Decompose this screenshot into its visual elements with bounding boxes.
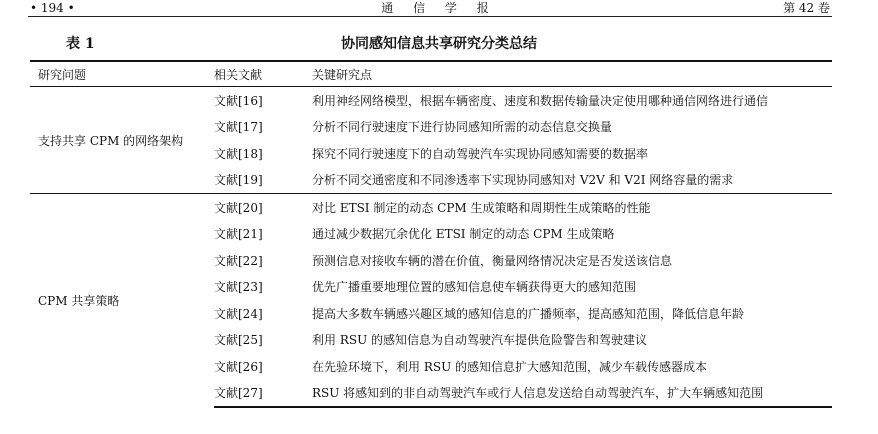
header-key-points: 关键研究点 — [312, 61, 832, 87]
ref-cell: 文献[23] — [214, 280, 263, 295]
ref-cell: 文献[22] — [214, 253, 263, 268]
point-cell: 利用神经网络模型，根据车辆密度、速度和数据传输量决定使用哪种通信网络进行通信 — [312, 87, 832, 114]
ref-cell: 文献[21] — [214, 227, 263, 242]
ref-cell: 文献[18] — [214, 146, 263, 161]
table-caption — [0, 32, 878, 56]
table-number: 表 1 — [66, 36, 95, 52]
point-cell: 分析不同行驶速度下进行协同感知所需的动态信息交换量 — [312, 120, 613, 135]
ref-cell: 文献[17] — [214, 120, 263, 135]
research-summary-table — [30, 60, 832, 408]
ref-cell: 文献[16] — [214, 87, 312, 114]
ref-cell: 文献[25] — [214, 333, 263, 348]
point-cell: 利用 RSU 的感知信息为自动驾驶汽车提供危险警告和驾驶建议 — [312, 333, 648, 348]
header-references: 相关文献 — [214, 61, 312, 87]
ref-cell: 文献[24] — [214, 306, 263, 321]
volume-number: 第 42 卷 — [783, 1, 830, 15]
ref-cell: 文献[26] — [214, 359, 263, 374]
table-header-row — [30, 61, 832, 87]
page-number: • 194 • — [30, 1, 75, 15]
table-row — [30, 194, 832, 221]
point-cell: 预测信息对接收车辆的潜在价值，衡量网络情况决定是否发送该信息 — [312, 253, 673, 268]
ref-cell: 文献[19] — [214, 173, 263, 188]
ref-cell: 文献[20] — [214, 194, 312, 221]
point-cell: 对比 ETSI 制定的动态 CPM 生成策略和周期性生成策略的性能 — [312, 194, 832, 221]
point-cell: 分析不同交通密度和不同渗透率下实现协同感知对 V2V 和 V2I 网络容量的需求 — [312, 173, 734, 188]
ref-cell: 文献[27] — [214, 380, 312, 408]
point-cell: 优先广播重要地理位置的感知信息使车辆获得更大的感知范围 — [312, 280, 637, 295]
point-cell: 提高大多数车辆感兴趣区域的感知信息的广播频率，提高感知范围，降低信息年龄 — [312, 306, 745, 321]
running-head — [0, 0, 878, 20]
journal-name: 通 信 学 报 — [381, 1, 497, 15]
point-cell: 通过减少数据冗余优化 ETSI 制定的动态 CPM 生成策略 — [312, 227, 615, 242]
point-cell: 探究不同行驶速度下的自动驾驶汽车实现协同感知需要的数据率 — [312, 146, 649, 161]
topic-cpm-sharing-strategy: CPM 共享策略 — [30, 194, 214, 408]
header-rule — [28, 16, 832, 17]
topic-network-architecture: 支持共享 CPM 的网络架构 — [30, 87, 214, 194]
point-cell: RSU 将感知到的非自动驾驶汽车或行人信息发送给自动驾驶汽车，扩大车辆感知范围 — [312, 380, 832, 408]
table-row — [30, 87, 832, 114]
table-title: 协同感知信息共享研究分类总结 — [341, 36, 537, 52]
header-research-question: 研究问题 — [30, 61, 214, 87]
point-cell: 在先验环境下，利用 RSU 的感知信息扩大感知范围，减少车载传感器成本 — [312, 359, 708, 374]
